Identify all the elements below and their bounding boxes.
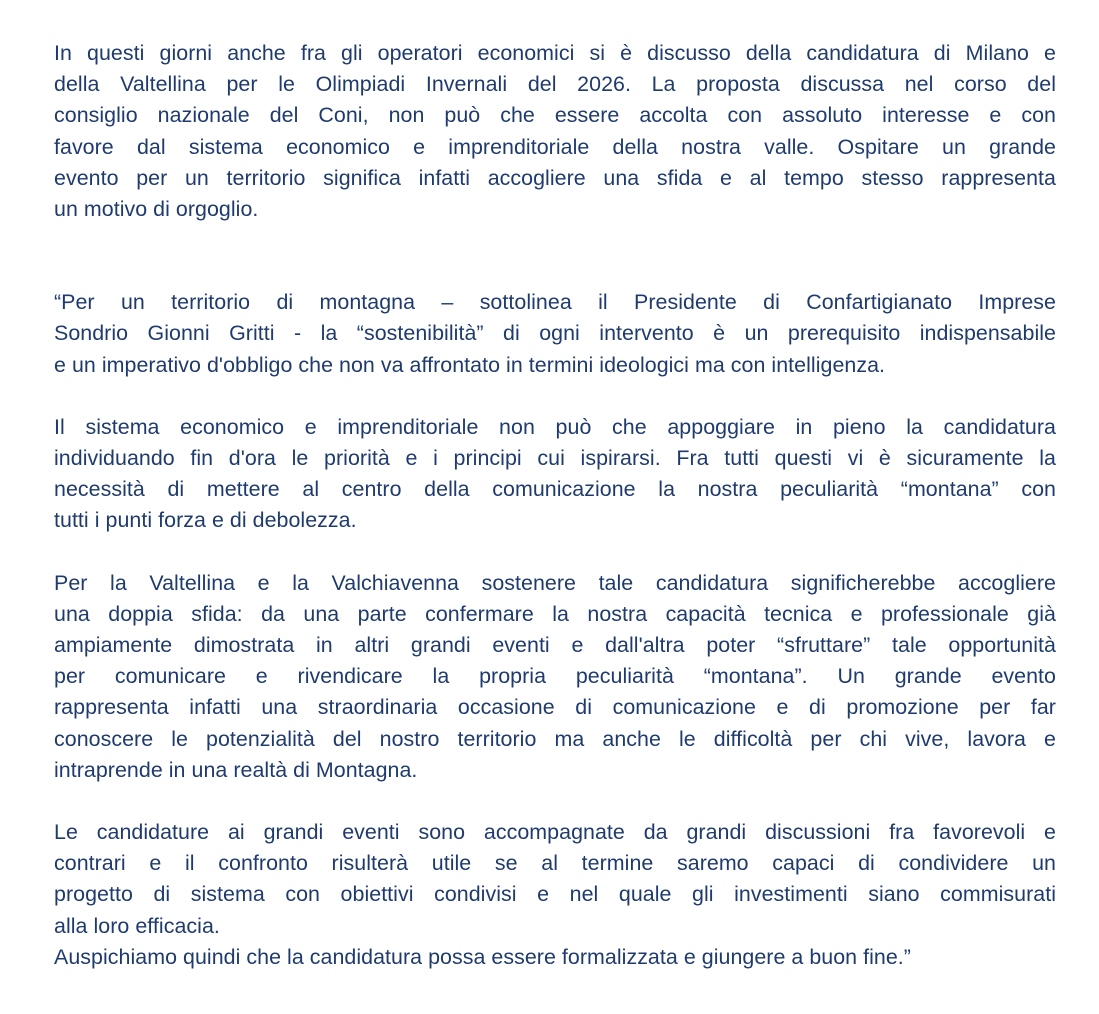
paragraph-spacer (54, 786, 1056, 817)
document-body (54, 38, 1056, 973)
paragraph-spacer (54, 225, 1056, 287)
paragraph-line: evento per un territorio significa infatti accogliere una sfida e al tempo stesso rappresenta (54, 165, 1056, 190)
paragraph-line: necessità di mettere al centro della comunicazione la nostra peculiarità “montana” con (54, 477, 1056, 502)
paragraph-spacer (54, 381, 1056, 412)
paragraph-line: rappresenta infatti una straordinaria occasione di comunicazione e di promozione per far (54, 695, 1056, 720)
paragraph-line: favore dal sistema economico e imprenditoriale della nostra valle. Ospitare un grande (54, 134, 1056, 159)
paragraph-economic-system (54, 412, 1056, 537)
paragraph-line: conoscere le potenzialità del nostro territorio ma anche le difficoltà per chi vive, lavora e (54, 726, 1056, 751)
paragraph-spacer (54, 537, 1056, 568)
paragraph-line: individuando fin d'ora le priorità e i principi cui ispirarsi. Fra tutti questi vi è sicuramente la (54, 446, 1056, 471)
paragraph-conclusion (54, 817, 1056, 973)
paragraph-intro (54, 38, 1056, 225)
paragraph-line: della Valtellina per le Olimpiadi Invernali del 2026. La proposta discussa nel corso del (54, 72, 1056, 97)
paragraph-line: progetto di sistema con obiettivi condivisi e nel quale gli investimenti siano commisurati (54, 882, 1056, 907)
paragraph-line: Il sistema economico e imprenditoriale non può che appoggiare in pieno la candidatura (54, 414, 1056, 439)
paragraph-valtellina (54, 568, 1056, 786)
paragraph-line: tutti i punti forza e di debolezza. (54, 508, 357, 533)
paragraph-line: contrari e il confronto risulterà utile se al termine saremo capaci di condividere un (54, 851, 1056, 876)
paragraph-line: In questi giorni anche fra gli operatori economici si è discusso della candidatura di Milano e (54, 41, 1056, 65)
paragraph-line: un motivo di orgoglio. (54, 197, 259, 222)
paragraph-line: Per la Valtellina e la Valchiavenna sostenere tale candidatura significherebbe accogliere (54, 570, 1056, 595)
paragraph-line: “Per un territorio di montagna – sottolinea il Presidente di Confartigianato Imprese (54, 290, 1056, 315)
paragraph-line: alla loro efficacia. (54, 913, 220, 938)
paragraph-line: Sondrio Gionni Gritti - la “sostenibilità” di ogni intervento è un prerequisito indispensabile (54, 321, 1056, 346)
paragraph-line: e un imperativo d'obbligo che non va affrontato in termini ideologici ma con intelligenza. (54, 352, 886, 377)
paragraph-line: ampiamente dimostrata in altri grandi eventi e dall'altra poter “sfruttare” tale opportunità (54, 633, 1056, 658)
paragraph-quote-intro (54, 287, 1056, 381)
paragraph-line: Le candidature ai grandi eventi sono accompagnate da grandi discussioni fra favorevoli e (54, 820, 1056, 845)
paragraph-line: consiglio nazionale del Coni, non può che essere accolta con assoluto interesse e con (54, 103, 1056, 128)
paragraph-line: una doppia sfida: da una parte confermare la nostra capacità tecnica e professionale già (54, 601, 1056, 626)
paragraph-line: Auspichiamo quindi che la candidatura possa essere formalizzata e giungere a buon fine.” (54, 944, 911, 969)
paragraph-line: per comunicare e rivendicare la propria peculiarità “montana”. Un grande evento (54, 664, 1056, 689)
paragraph-line: intraprende in una realtà di Montagna. (54, 757, 418, 782)
